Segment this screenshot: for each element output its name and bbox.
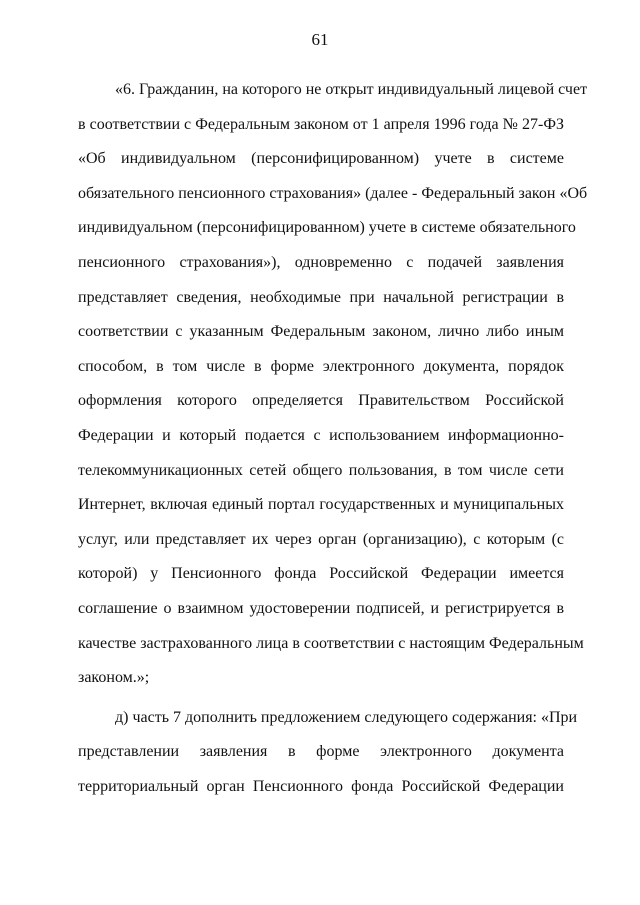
text-line: д) часть 7 дополнить предложением следующего содержания: «При [115, 708, 578, 726]
text-line: соглашение о взаимном удостоверении подписей, и регистрируется в [78, 599, 564, 617]
text-line: способом, в том числе в форме электронного документа, порядок [78, 357, 564, 375]
text-line: представлении заявления в форме электронного документа [78, 743, 564, 761]
text-line: индивидуальном (персонифицированном) учете в системе обязательного [78, 219, 576, 237]
text-line: пенсионного страхования»), одновременно с подачей заявления [78, 253, 564, 271]
text-line: которой) у Пенсионного фонда Российской Федерации имеется [78, 565, 564, 583]
text-line: Федерации и который подается с использованием информационно- [78, 426, 564, 444]
paragraph-item-6 [78, 73, 588, 696]
text-line: качестве застрахованного лица в соответствии с настоящим Федеральным [78, 634, 584, 652]
document-body [78, 73, 588, 804]
text-line: Интернет, включая единый портал государственных и муниципальных [78, 496, 564, 514]
paragraph-item-d [78, 701, 578, 805]
text-line: в соответствии с Федеральным законом от 1 апреля 1996 года № 27-ФЗ [78, 115, 564, 133]
text-line: законом.»; [78, 669, 150, 687]
text-line: телекоммуникационных сетей общего пользования, в том числе сети [78, 461, 564, 479]
page-number: 61 [311, 30, 329, 49]
text-line: представляет сведения, необходимые при начальной регистрации в [78, 288, 564, 306]
text-line: обязательного пенсионного страхования» (далее - Федеральный закон «Об [78, 184, 588, 202]
text-line: «Об индивидуальном (персонифицированном) учете в системе [78, 150, 564, 168]
text-line: услуг, или представляет их через орган (организацию), с которым (с [78, 530, 564, 548]
text-line: «6. Гражданин, на которого не открыт индивидуальный лицевой счет [115, 81, 588, 98]
text-line: оформления которого определяется Правительством Российской [78, 392, 564, 410]
text-line: соответствии с указанным Федеральным законом, лично либо иным [78, 323, 564, 341]
text-line: территориальный орган Пенсионного фонда Российской Федерации [78, 777, 564, 795]
